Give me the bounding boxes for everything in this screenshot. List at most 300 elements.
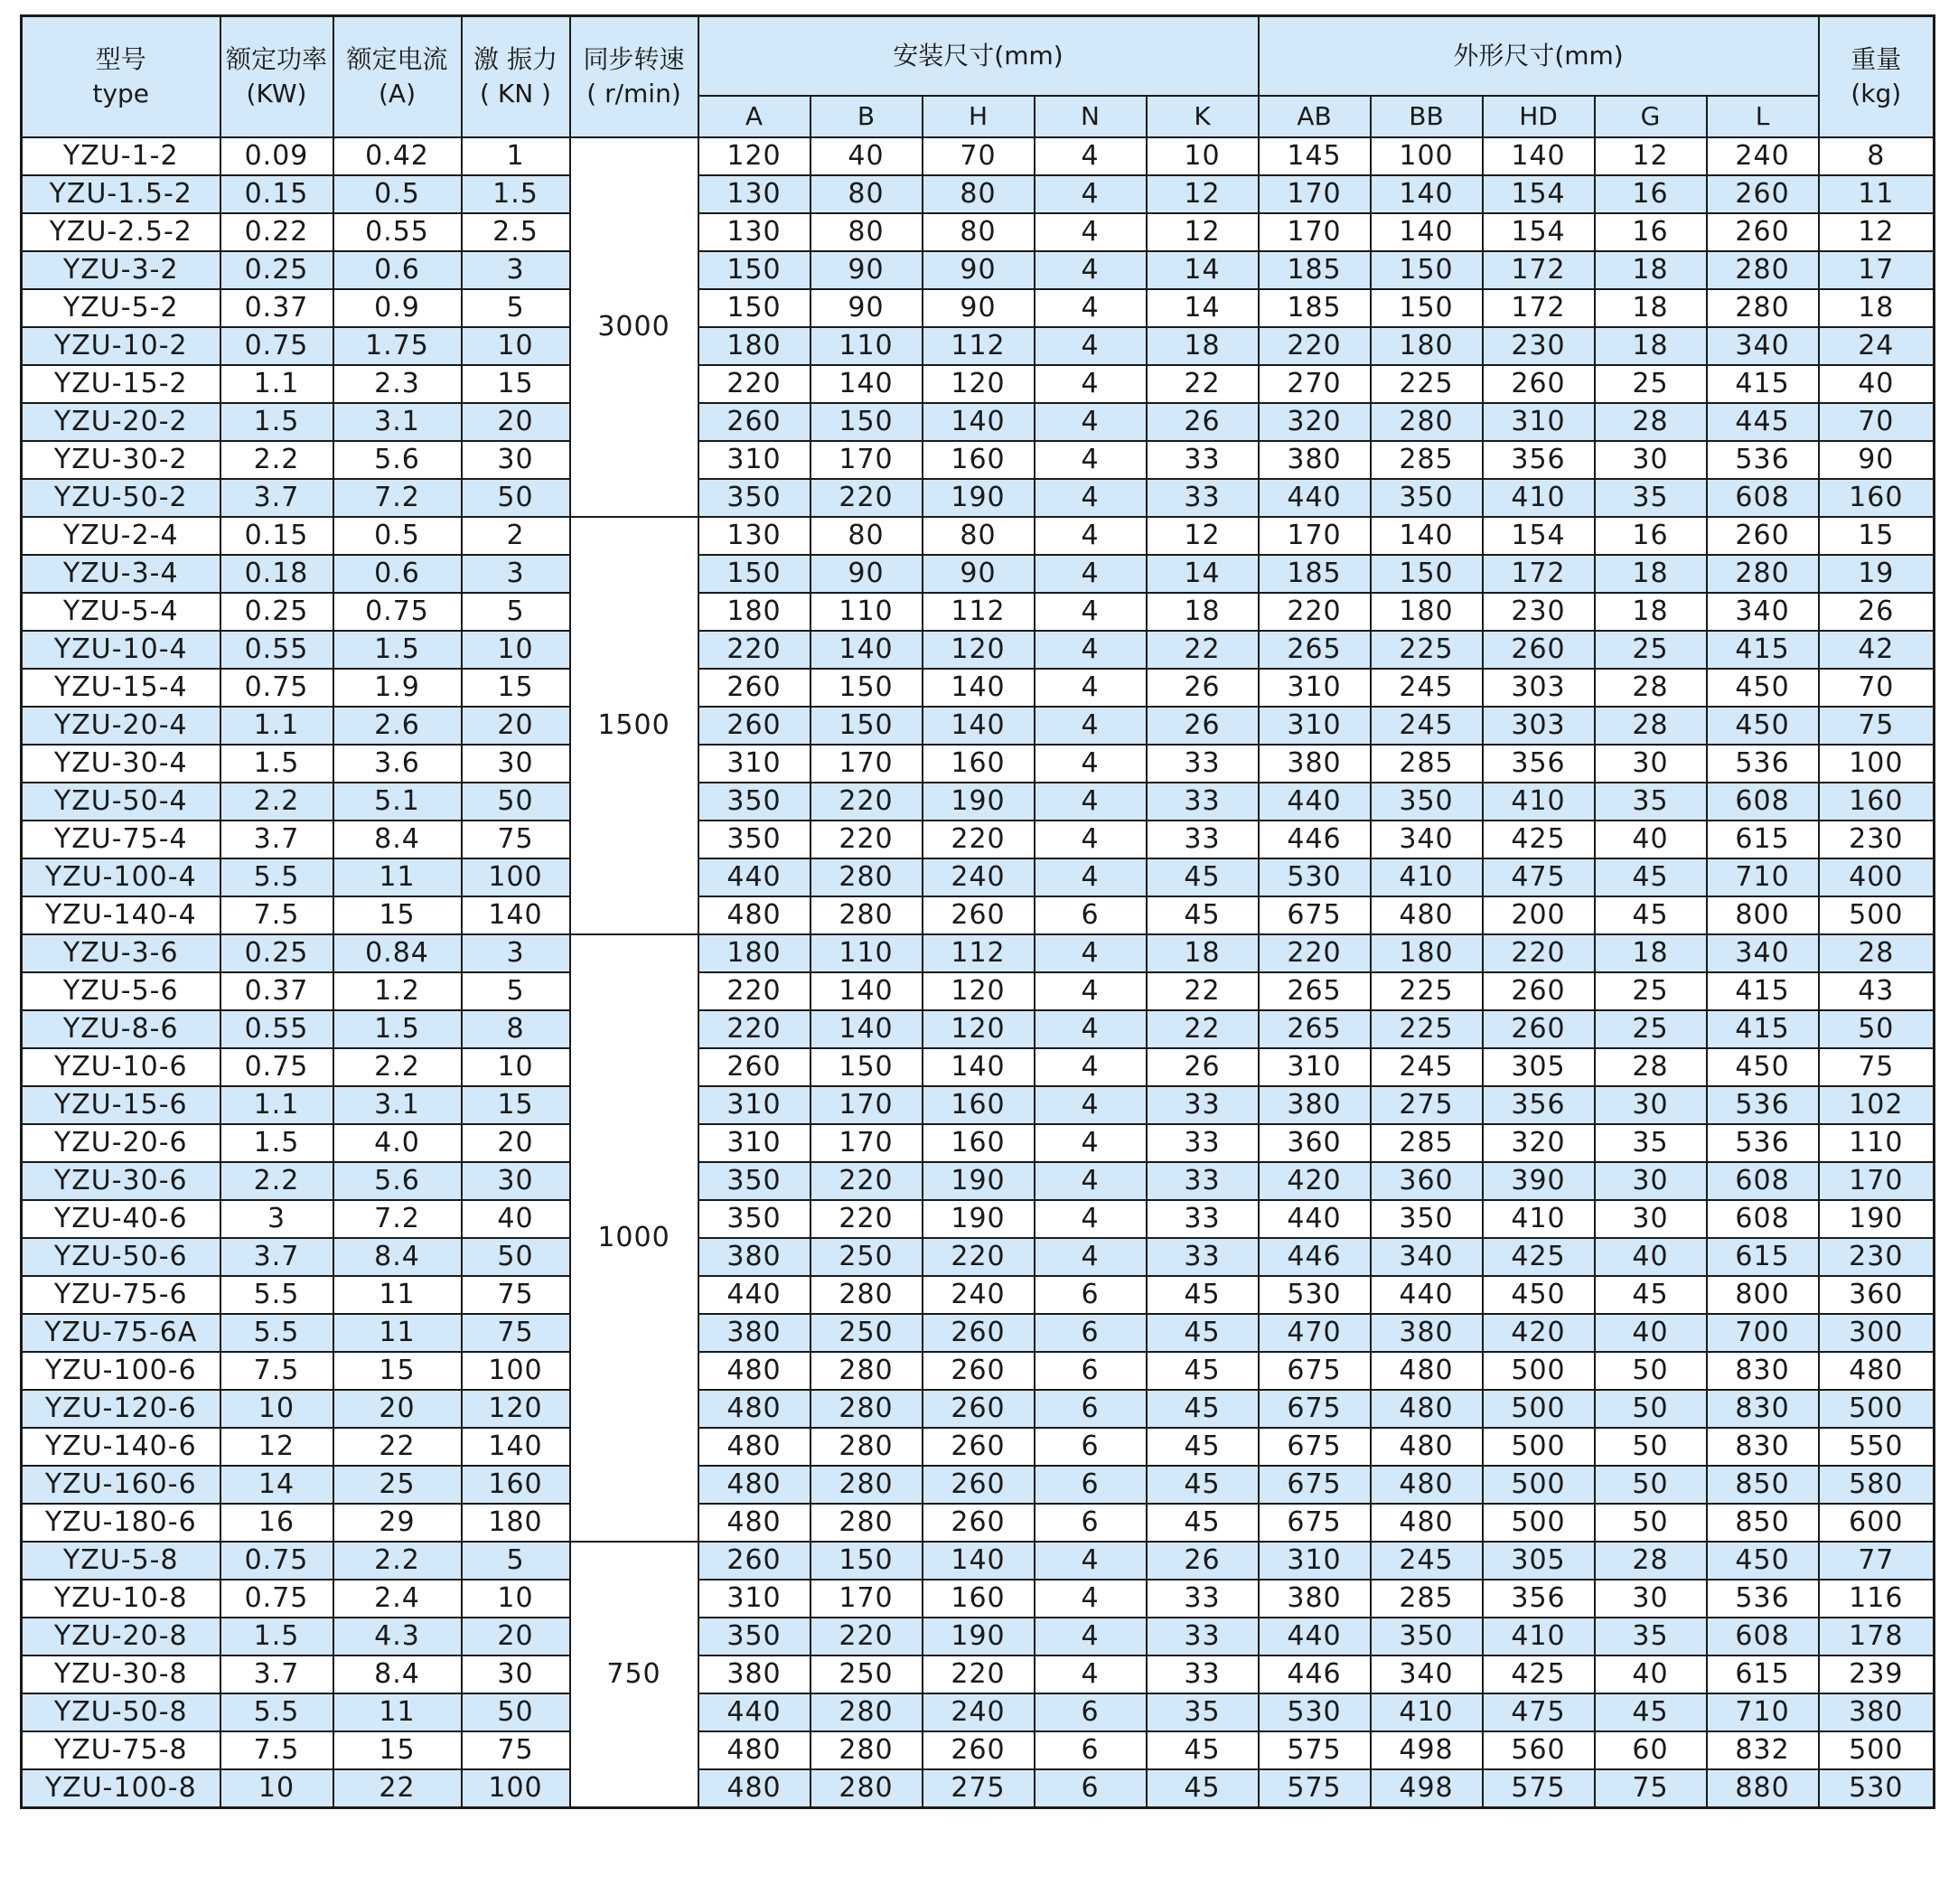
cell-weight: 100 (1819, 745, 1935, 783)
cell-bb: 285 (1371, 1580, 1483, 1618)
cell-l: 615 (1707, 821, 1819, 858)
cell-b: 80 (811, 175, 923, 213)
cell-type: YZU-8-6 (22, 1010, 220, 1048)
cell-k: 33 (1147, 1655, 1259, 1693)
cell-type: YZU-20-6 (22, 1124, 220, 1162)
cell-force: 40 (462, 1200, 570, 1238)
cell-current: 25 (333, 1466, 462, 1504)
cell-force: 2.5 (462, 213, 570, 251)
cell-force: 100 (462, 858, 570, 896)
cell-a: 480 (698, 1428, 811, 1466)
cell-a: 350 (698, 1200, 811, 1238)
cell-g: 18 (1595, 555, 1707, 593)
cell-l: 260 (1707, 175, 1819, 213)
cell-power: 1.5 (220, 403, 333, 441)
cell-hd: 172 (1483, 289, 1595, 327)
cell-hd: 575 (1483, 1769, 1595, 1808)
cell-n: 4 (1035, 555, 1147, 593)
cell-g: 18 (1595, 251, 1707, 289)
cell-g: 40 (1595, 821, 1707, 858)
cell-a: 130 (698, 213, 811, 251)
cell-a: 150 (698, 289, 811, 327)
cell-weight: 530 (1819, 1769, 1935, 1808)
cell-k: 45 (1147, 1390, 1259, 1428)
col-force-header: 激 振力 ( KN ) (462, 16, 570, 138)
cell-type: YZU-50-2 (22, 479, 220, 517)
cell-h: 140 (923, 403, 1035, 441)
table-row (22, 1466, 1935, 1504)
cell-g: 60 (1595, 1731, 1707, 1769)
cell-h: 160 (923, 1124, 1035, 1162)
cell-n: 4 (1035, 821, 1147, 858)
cell-b: 150 (811, 403, 923, 441)
cell-n: 6 (1035, 1731, 1147, 1769)
cell-current: 0.6 (333, 555, 462, 593)
cell-current: 8.4 (333, 821, 462, 858)
table-row (22, 175, 1935, 213)
cell-g: 25 (1595, 365, 1707, 403)
cell-current: 0.5 (333, 175, 462, 213)
cell-h: 260 (923, 896, 1035, 934)
cell-force: 50 (462, 1238, 570, 1276)
cell-k: 33 (1147, 1200, 1259, 1238)
cell-type: YZU-50-4 (22, 783, 220, 821)
cell-power: 1.1 (220, 1086, 333, 1124)
cell-current: 8.4 (333, 1238, 462, 1276)
cell-h: 140 (923, 669, 1035, 707)
cell-force: 100 (462, 1769, 570, 1808)
cell-a: 310 (698, 1124, 811, 1162)
cell-g: 12 (1595, 137, 1707, 175)
cell-h: 240 (923, 858, 1035, 896)
cell-k: 35 (1147, 1693, 1259, 1731)
cell-hd: 303 (1483, 707, 1595, 745)
cell-hd: 410 (1483, 479, 1595, 517)
col-power-header: 额定功率 (KW) (220, 16, 333, 138)
cell-force: 3 (462, 555, 570, 593)
cell-weight: 19 (1819, 555, 1935, 593)
cell-type: YZU-50-8 (22, 1693, 220, 1731)
cell-n: 4 (1035, 327, 1147, 365)
cell-force: 30 (462, 1162, 570, 1200)
cell-type: YZU-5-2 (22, 289, 220, 327)
cell-hd: 475 (1483, 1693, 1595, 1731)
cell-weight: 40 (1819, 365, 1935, 403)
cell-current: 22 (333, 1428, 462, 1466)
cell-b: 110 (811, 327, 923, 365)
cell-current: 1.5 (333, 1010, 462, 1048)
cell-bb: 225 (1371, 365, 1483, 403)
cell-current: 3.1 (333, 1086, 462, 1124)
cell-n: 6 (1035, 1390, 1147, 1428)
cell-hd: 410 (1483, 1618, 1595, 1655)
cell-hd: 500 (1483, 1390, 1595, 1428)
cell-l: 608 (1707, 1200, 1819, 1238)
cell-power: 0.09 (220, 137, 333, 175)
cell-ab: 675 (1259, 1504, 1371, 1542)
cell-h: 140 (923, 707, 1035, 745)
cell-a: 350 (698, 821, 811, 858)
cell-k: 12 (1147, 517, 1259, 555)
cell-l: 536 (1707, 1124, 1819, 1162)
cell-k: 45 (1147, 1769, 1259, 1808)
cell-g: 50 (1595, 1504, 1707, 1542)
cell-k: 26 (1147, 1542, 1259, 1580)
cell-ab: 270 (1259, 365, 1371, 403)
cell-power: 3.7 (220, 1238, 333, 1276)
cell-current: 2.3 (333, 365, 462, 403)
cell-type: YZU-10-2 (22, 327, 220, 365)
cell-a: 260 (698, 669, 811, 707)
cell-a: 130 (698, 175, 811, 213)
cell-hd: 172 (1483, 555, 1595, 593)
cell-bb: 225 (1371, 1010, 1483, 1048)
table-row (22, 783, 1935, 821)
cell-power: 0.75 (220, 669, 333, 707)
cell-power: 2.2 (220, 441, 333, 479)
cell-bb: 140 (1371, 517, 1483, 555)
cell-type: YZU-140-4 (22, 896, 220, 934)
cell-power: 10 (220, 1390, 333, 1428)
col-ab-header: AB (1259, 96, 1371, 137)
cell-power: 0.75 (220, 1048, 333, 1086)
table-row (22, 1580, 1935, 1618)
cell-hd: 475 (1483, 858, 1595, 896)
cell-force: 10 (462, 1580, 570, 1618)
cell-b: 150 (811, 707, 923, 745)
cell-power: 1.1 (220, 707, 333, 745)
cell-l: 450 (1707, 669, 1819, 707)
cell-hd: 425 (1483, 1238, 1595, 1276)
cell-current: 7.2 (333, 479, 462, 517)
cell-a: 380 (698, 1314, 811, 1352)
table-row (22, 137, 1935, 175)
cell-g: 30 (1595, 1580, 1707, 1618)
cell-hd: 390 (1483, 1162, 1595, 1200)
cell-l: 450 (1707, 1048, 1819, 1086)
table-row (22, 1542, 1935, 1580)
cell-l: 260 (1707, 517, 1819, 555)
cell-bb: 410 (1371, 858, 1483, 896)
cell-b: 220 (811, 1618, 923, 1655)
cell-g: 45 (1595, 896, 1707, 934)
cell-b: 140 (811, 1010, 923, 1048)
cell-type: YZU-3-6 (22, 934, 220, 972)
cell-bb: 100 (1371, 137, 1483, 175)
cell-bb: 350 (1371, 479, 1483, 517)
cell-l: 536 (1707, 1580, 1819, 1618)
cell-k: 45 (1147, 1314, 1259, 1352)
table-row (22, 1655, 1935, 1693)
cell-force: 30 (462, 1655, 570, 1693)
cell-b: 250 (811, 1314, 923, 1352)
cell-type: YZU-30-8 (22, 1655, 220, 1693)
cell-b: 280 (811, 1731, 923, 1769)
cell-force: 180 (462, 1504, 570, 1542)
cell-current: 0.55 (333, 213, 462, 251)
cell-l: 615 (1707, 1655, 1819, 1693)
col-bb-header: BB (1371, 96, 1483, 137)
cell-k: 26 (1147, 1048, 1259, 1086)
cell-current: 3.1 (333, 403, 462, 441)
cell-current: 7.2 (333, 1200, 462, 1238)
cell-type: YZU-15-4 (22, 669, 220, 707)
cell-weight: 190 (1819, 1200, 1935, 1238)
cell-power: 0.25 (220, 251, 333, 289)
cell-power: 14 (220, 1466, 333, 1504)
cell-force: 3 (462, 251, 570, 289)
cell-type: YZU-5-6 (22, 972, 220, 1010)
cell-a: 480 (698, 1504, 811, 1542)
cell-weight: 580 (1819, 1466, 1935, 1504)
cell-a: 150 (698, 555, 811, 593)
cell-type: YZU-40-6 (22, 1200, 220, 1238)
cell-power: 0.25 (220, 934, 333, 972)
cell-n: 4 (1035, 137, 1147, 175)
cell-a: 350 (698, 1162, 811, 1200)
cell-n: 4 (1035, 1580, 1147, 1618)
cell-k: 14 (1147, 251, 1259, 289)
cell-n: 4 (1035, 213, 1147, 251)
cell-l: 536 (1707, 745, 1819, 783)
cell-l: 450 (1707, 1542, 1819, 1580)
table-row (22, 1428, 1935, 1466)
table-row (22, 1314, 1935, 1352)
cell-bb: 140 (1371, 213, 1483, 251)
cell-g: 18 (1595, 289, 1707, 327)
table-row (22, 745, 1935, 783)
cell-weight: 50 (1819, 1010, 1935, 1048)
cell-k: 45 (1147, 1466, 1259, 1504)
cell-hd: 305 (1483, 1048, 1595, 1086)
table-header (22, 16, 1935, 138)
cell-type: YZU-1-2 (22, 137, 220, 175)
cell-b: 220 (811, 1200, 923, 1238)
cell-n: 4 (1035, 669, 1147, 707)
cell-hd: 356 (1483, 745, 1595, 783)
table-row (22, 289, 1935, 327)
cell-n: 4 (1035, 858, 1147, 896)
cell-force: 10 (462, 327, 570, 365)
cell-h: 190 (923, 479, 1035, 517)
cell-hd: 410 (1483, 783, 1595, 821)
cell-force: 5 (462, 1542, 570, 1580)
cell-current: 5.6 (333, 441, 462, 479)
cell-force: 20 (462, 1618, 570, 1655)
cell-k: 33 (1147, 783, 1259, 821)
cell-current: 2.2 (333, 1542, 462, 1580)
cell-force: 10 (462, 631, 570, 669)
cell-l: 415 (1707, 631, 1819, 669)
cell-hd: 220 (1483, 934, 1595, 972)
cell-current: 20 (333, 1390, 462, 1428)
cell-hd: 172 (1483, 251, 1595, 289)
cell-h: 190 (923, 1200, 1035, 1238)
cell-ab: 265 (1259, 972, 1371, 1010)
cell-force: 100 (462, 1352, 570, 1390)
cell-n: 4 (1035, 403, 1147, 441)
cell-type: YZU-75-6A (22, 1314, 220, 1352)
cell-n: 4 (1035, 517, 1147, 555)
cell-a: 310 (698, 1086, 811, 1124)
cell-l: 880 (1707, 1769, 1819, 1808)
table-row (22, 555, 1935, 593)
table-row (22, 593, 1935, 631)
cell-h: 190 (923, 783, 1035, 821)
cell-n: 4 (1035, 593, 1147, 631)
motor-spec-table (20, 14, 1935, 1809)
cell-ab: 185 (1259, 555, 1371, 593)
cell-type: YZU-2-4 (22, 517, 220, 555)
cell-l: 832 (1707, 1731, 1819, 1769)
cell-n: 6 (1035, 1466, 1147, 1504)
table-row (22, 1352, 1935, 1390)
cell-k: 33 (1147, 1580, 1259, 1618)
cell-force: 30 (462, 745, 570, 783)
cell-g: 50 (1595, 1390, 1707, 1428)
cell-power: 7.5 (220, 1352, 333, 1390)
cell-weight: 18 (1819, 289, 1935, 327)
col-k-header: K (1147, 96, 1259, 137)
cell-g: 28 (1595, 669, 1707, 707)
cell-power: 0.22 (220, 213, 333, 251)
cell-power: 7.5 (220, 896, 333, 934)
cell-n: 4 (1035, 631, 1147, 669)
cell-g: 18 (1595, 327, 1707, 365)
cell-h: 120 (923, 1010, 1035, 1048)
cell-g: 28 (1595, 403, 1707, 441)
cell-force: 140 (462, 896, 570, 934)
cell-ab: 675 (1259, 1428, 1371, 1466)
cell-k: 45 (1147, 1428, 1259, 1466)
cell-current: 11 (333, 1314, 462, 1352)
cell-weight: 380 (1819, 1693, 1935, 1731)
cell-type: YZU-75-4 (22, 821, 220, 858)
cell-power: 1.5 (220, 1618, 333, 1655)
col-current-header: 额定电流 (A) (333, 16, 462, 138)
cell-force: 75 (462, 1731, 570, 1769)
cell-bb: 380 (1371, 1314, 1483, 1352)
cell-b: 280 (811, 1504, 923, 1542)
cell-force: 1 (462, 137, 570, 175)
cell-h: 160 (923, 441, 1035, 479)
cell-hd: 260 (1483, 631, 1595, 669)
cell-b: 280 (811, 1466, 923, 1504)
cell-h: 260 (923, 1390, 1035, 1428)
cell-type: YZU-100-4 (22, 858, 220, 896)
cell-force: 15 (462, 669, 570, 707)
cell-hd: 450 (1483, 1276, 1595, 1314)
cell-b: 80 (811, 517, 923, 555)
cell-power: 3.7 (220, 479, 333, 517)
cell-n: 4 (1035, 479, 1147, 517)
cell-g: 28 (1595, 1048, 1707, 1086)
cell-b: 280 (811, 1428, 923, 1466)
cell-ab: 675 (1259, 1466, 1371, 1504)
cell-l: 700 (1707, 1314, 1819, 1352)
cell-weight: 43 (1819, 972, 1935, 1010)
cell-bb: 480 (1371, 1504, 1483, 1542)
cell-power: 7.5 (220, 1731, 333, 1769)
cell-h: 112 (923, 934, 1035, 972)
cell-force: 20 (462, 403, 570, 441)
cell-h: 260 (923, 1352, 1035, 1390)
cell-current: 0.6 (333, 251, 462, 289)
cell-h: 220 (923, 821, 1035, 858)
cell-h: 160 (923, 745, 1035, 783)
cell-weight: 8 (1819, 137, 1935, 175)
cell-n: 4 (1035, 1162, 1147, 1200)
table-row (22, 896, 1935, 934)
cell-b: 220 (811, 783, 923, 821)
cell-b: 250 (811, 1655, 923, 1693)
cell-weight: 400 (1819, 858, 1935, 896)
cell-k: 33 (1147, 821, 1259, 858)
cell-ab: 265 (1259, 1010, 1371, 1048)
cell-b: 150 (811, 1542, 923, 1580)
cell-b: 170 (811, 1086, 923, 1124)
cell-n: 4 (1035, 1238, 1147, 1276)
cell-k: 45 (1147, 896, 1259, 934)
cell-ab: 675 (1259, 896, 1371, 934)
cell-weight: 360 (1819, 1276, 1935, 1314)
cell-type: YZU-20-8 (22, 1618, 220, 1655)
cell-ab: 446 (1259, 821, 1371, 858)
cell-ab: 440 (1259, 783, 1371, 821)
cell-a: 380 (698, 1238, 811, 1276)
cell-k: 22 (1147, 631, 1259, 669)
cell-ab: 530 (1259, 1276, 1371, 1314)
cell-l: 280 (1707, 555, 1819, 593)
cell-h: 112 (923, 327, 1035, 365)
cell-b: 90 (811, 251, 923, 289)
cell-b: 220 (811, 821, 923, 858)
cell-bb: 350 (1371, 1618, 1483, 1655)
cell-b: 280 (811, 858, 923, 896)
cell-current: 2.2 (333, 1048, 462, 1086)
cell-current: 11 (333, 1693, 462, 1731)
cell-force: 5 (462, 289, 570, 327)
cell-weight: 600 (1819, 1504, 1935, 1542)
cell-power: 0.15 (220, 517, 333, 555)
cell-ab: 446 (1259, 1238, 1371, 1276)
cell-weight: 42 (1819, 631, 1935, 669)
cell-l: 800 (1707, 1276, 1819, 1314)
cell-type: YZU-10-4 (22, 631, 220, 669)
cell-weight: 500 (1819, 1731, 1935, 1769)
table-row (22, 1200, 1935, 1238)
cell-ab: 446 (1259, 1655, 1371, 1693)
cell-weight: 70 (1819, 403, 1935, 441)
cell-type: YZU-20-4 (22, 707, 220, 745)
cell-n: 6 (1035, 1769, 1147, 1808)
speed-group-cell: 3000 (570, 137, 698, 517)
cell-h: 120 (923, 972, 1035, 1010)
table-row (22, 972, 1935, 1010)
cell-power: 0.75 (220, 1580, 333, 1618)
cell-b: 280 (811, 896, 923, 934)
cell-h: 190 (923, 1162, 1035, 1200)
cell-ab: 380 (1259, 745, 1371, 783)
cell-k: 45 (1147, 1352, 1259, 1390)
cell-weight: 26 (1819, 593, 1935, 631)
cell-power: 5.5 (220, 1693, 333, 1731)
cell-l: 240 (1707, 137, 1819, 175)
cell-b: 170 (811, 1580, 923, 1618)
cell-power: 0.75 (220, 1542, 333, 1580)
cell-h: 140 (923, 1542, 1035, 1580)
cell-power: 12 (220, 1428, 333, 1466)
